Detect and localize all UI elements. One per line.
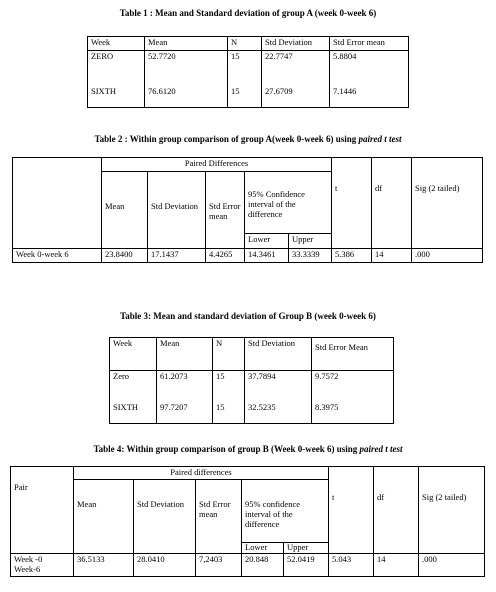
header-std-error-mean: Std Error mean (196, 480, 242, 554)
pair-label-line: Week-6 (14, 563, 41, 574)
header-std-error-mean: Std Error mean (206, 172, 245, 249)
header-lower: Lower (242, 543, 284, 554)
header-std-error-mean: Std Error Mean (312, 338, 394, 371)
cell: 76.6120 (145, 86, 228, 108)
table4-title (0, 444, 496, 454)
cell: 15 (213, 402, 245, 424)
pair-label-line: Week -0 (14, 554, 43, 564)
table4 (10, 466, 485, 577)
cell: 27.6709 (262, 86, 330, 108)
header-upper: Upper (289, 234, 332, 249)
cell: 5.043 (329, 554, 374, 577)
header-mean: Mean (102, 172, 148, 249)
header-paired-differences: Paired differences (74, 467, 329, 480)
header-pair: Pair (11, 467, 74, 554)
table-header-row (110, 338, 394, 371)
cell: 9.7572 (312, 371, 394, 402)
table-header-row (88, 37, 409, 51)
header-df: df (372, 158, 412, 249)
cell: 7.1446 (330, 86, 409, 108)
header-sig: Sig (2 tailed) (412, 158, 483, 249)
cell: .000 (412, 249, 483, 263)
cell: .000 (419, 554, 485, 577)
header-sig: Sig (2 tailed) (419, 467, 485, 554)
table2-title-text: Table 2 : Within group comparison of group A(week 0-week 6) using (94, 134, 359, 144)
header-n: N (213, 338, 245, 371)
table-row (110, 402, 394, 424)
cell: 15 (228, 51, 262, 86)
cell: 5.8804 (330, 51, 409, 86)
table4-title-text: Table 4: Within group comparison of group B (Week 0-week 6) using (93, 444, 360, 454)
header-confidence-interval: 95% Confidence interval of the difference (245, 172, 332, 234)
header-lower: Lower (245, 234, 289, 249)
header-upper: Upper (284, 543, 329, 554)
cell: 23.8400 (102, 249, 148, 263)
cell: 22.7747 (262, 51, 330, 86)
cell: 20.848 (242, 554, 284, 577)
table2 (12, 157, 483, 263)
cell: SIXTH (110, 402, 157, 424)
cell: ZERO (88, 51, 145, 86)
cell: 14 (372, 249, 412, 263)
table-row (11, 554, 485, 577)
header-mean: Mean (157, 338, 213, 371)
cell: 32.5235 (245, 402, 312, 424)
header-std-error-mean: Std Error mean (330, 37, 409, 51)
table4-title-emphasis: paired t test (359, 444, 403, 454)
cell: 17.1437 (148, 249, 206, 263)
header-confidence-interval: 95% confidence interval of the difference (242, 480, 329, 543)
table2-title (0, 134, 496, 144)
header-n: N (228, 37, 262, 51)
cell: 52.7720 (145, 51, 228, 86)
table-row (88, 86, 409, 108)
table-header-row (11, 467, 485, 480)
cell: Week 0-week 6 (13, 249, 102, 263)
header-mean: Mean (145, 37, 228, 51)
cell: SIXTH (88, 86, 145, 108)
header-t: t (329, 467, 374, 554)
cell: 37.7894 (245, 371, 312, 402)
cell: 14.3461 (245, 249, 289, 263)
cell: 7,2403 (196, 554, 242, 577)
cell: 36.5133 (74, 554, 134, 577)
cell: 14 (374, 554, 419, 577)
table-row (88, 51, 409, 86)
pair-label-cell (11, 554, 74, 577)
table1 (87, 36, 409, 108)
header-std-deviation: Std Deviation (245, 338, 312, 371)
header-t: t (332, 158, 372, 249)
header-mean: Mean (74, 480, 134, 554)
table-row (13, 249, 483, 263)
header-empty (13, 158, 102, 249)
cell: 5.386 (332, 249, 372, 263)
cell: 4.4265 (206, 249, 245, 263)
cell: 97.7207 (157, 402, 213, 424)
cell: 52.0419 (284, 554, 329, 577)
cell: 61.2073 (157, 371, 213, 402)
header-std-deviation: Std Deviation (134, 480, 196, 554)
header-paired-differences: Paired Differences (102, 158, 332, 172)
table3 (109, 337, 394, 424)
table3-title: Table 3: Mean and standard deviation of Group B (week 0-week 6) (120, 311, 376, 321)
cell: 8.3975 (312, 402, 394, 424)
header-std-deviation: Std Deviation (148, 172, 206, 249)
table1-title: Table 1 : Mean and Standard deviation of group A (week 0-week 6) (119, 8, 377, 18)
header-week: Week (88, 37, 145, 51)
header-week: Week (110, 338, 157, 371)
cell: 28.0410 (134, 554, 196, 577)
header-std-deviation: Std Deviation (262, 37, 330, 51)
table-header-row (13, 158, 483, 172)
cell: Zero (110, 371, 157, 402)
table-row (110, 371, 394, 402)
header-df: df (374, 467, 419, 554)
cell: 15 (228, 86, 262, 108)
cell: 15 (213, 371, 245, 402)
table2-title-emphasis: paired t test (358, 134, 402, 144)
cell: 33.3339 (289, 249, 332, 263)
